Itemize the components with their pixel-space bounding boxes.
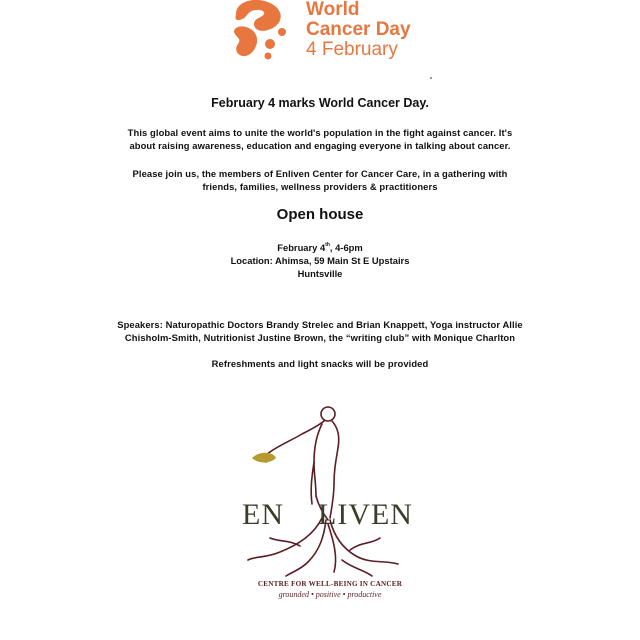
invitation-line-1: Please join us, the members of Enliven Center for Cancer Care, in a gathering with <box>132 168 508 179</box>
event-date-suffix: , 4-6pm <box>329 242 363 253</box>
world-cancer-day-wordmark <box>306 0 411 60</box>
intro-line-2: about raising awareness, education and engaging everyone in talking about cancer. <box>129 140 511 151</box>
tagline-word-1: grounded <box>278 590 309 599</box>
intro-paragraph <box>0 126 640 152</box>
wordmark-line-1: World <box>306 0 360 20</box>
enliven-word-right: LIVEN <box>318 498 413 531</box>
speakers-line-2: Chisholm-Smith, Nutritionist Justine Brown, the “writing club” with Monique Charlton <box>124 332 516 343</box>
event-date-sup: th <box>325 242 330 248</box>
invitation-line-2: friends, families, wellness providers & practitioners <box>202 181 438 192</box>
world-cancer-day-mark-icon <box>228 0 298 66</box>
event-date-prefix: February 4 <box>277 242 326 253</box>
stray-dot <box>430 77 432 79</box>
wordmark-line-3: 4 February <box>306 39 398 60</box>
speakers-paragraph <box>0 318 640 344</box>
enliven-tagline <box>230 590 430 599</box>
invitation-paragraph <box>0 167 640 193</box>
tagline-bullet-icon: • <box>342 590 346 599</box>
tagline-word-2: positive <box>315 590 341 599</box>
refreshments-note: Refreshments and light snacks will be provided <box>211 358 429 369</box>
world-cancer-day-logo <box>0 0 640 70</box>
wordmark-line-2: Cancer Day <box>306 19 411 40</box>
event-title: Open house <box>276 206 364 223</box>
tagline-word-3: productive <box>347 590 382 599</box>
enliven-figure-icon <box>230 400 430 580</box>
enliven-caption: CENTRE FOR WELL-BEING IN CANCER <box>257 580 403 588</box>
tagline-bullet-icon: • <box>310 590 314 599</box>
speakers-line-1: Speakers: Naturopathic Doctors Brandy Strelec and Brian Knappett, Yoga instructor Allie <box>117 319 523 330</box>
event-date <box>0 239 640 254</box>
main-heading: February 4 marks World Cancer Day. <box>211 96 429 110</box>
event-town: Huntsville <box>297 268 343 279</box>
intro-line-1: This global event aims to unite the world's population in the fight against cancer. It's <box>127 127 513 138</box>
enliven-word-left: EN <box>242 498 284 531</box>
event-location: Location: Ahimsa, 59 Main St E Upstairs <box>230 255 410 266</box>
event-details <box>0 239 640 280</box>
enliven-logo <box>230 400 430 610</box>
